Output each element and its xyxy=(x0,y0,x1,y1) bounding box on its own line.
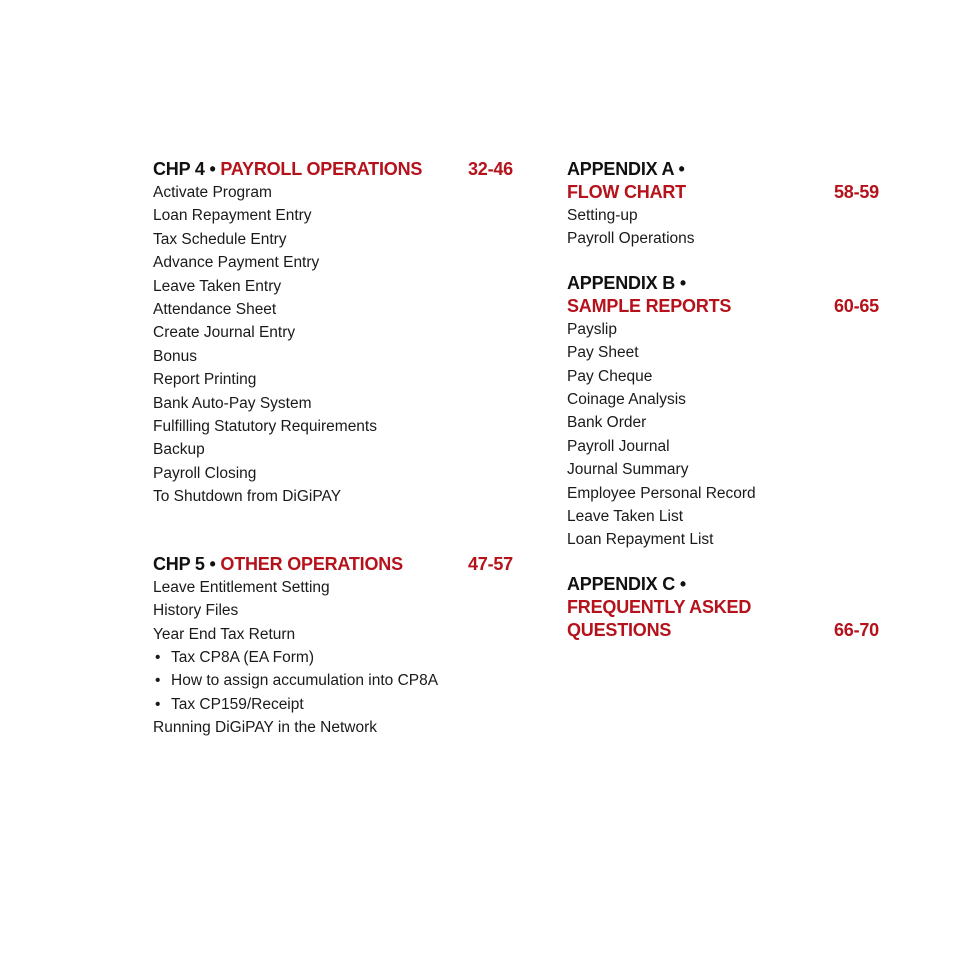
toc-item[interactable]: Coinage Analysis xyxy=(567,391,686,409)
toc-item[interactable]: Bank Auto-Pay System xyxy=(153,394,312,412)
toc-subitem[interactable]: • Tax CP8A (EA Form) xyxy=(153,646,513,669)
toc-chapter-5 xyxy=(153,553,513,740)
appendix-pages: 60-65 xyxy=(833,295,879,316)
appendix-pages: 66-70 xyxy=(833,619,879,640)
appendix-heading[interactable] xyxy=(567,573,879,642)
appendix-title: SAMPLE REPORTS xyxy=(567,295,732,316)
appendix-pages: 58-59 xyxy=(833,182,879,202)
toc-item[interactable]: Pay Sheet xyxy=(567,344,639,362)
toc-item[interactable]: Leave Taken Entry xyxy=(153,277,282,295)
toc-chapter-4 xyxy=(153,158,513,509)
appendix-item-list xyxy=(567,204,879,251)
toc-item[interactable]: Employee Personal Record xyxy=(567,484,756,502)
chapter-item-list xyxy=(153,181,513,509)
toc-subitem[interactable]: • How to assign accumulation into CP8A xyxy=(153,669,513,692)
toc-item[interactable]: Running DiGiPAY in the Network xyxy=(153,719,377,737)
toc-appendix-a xyxy=(567,158,879,251)
toc-item[interactable]: Activate Program xyxy=(153,184,272,201)
appendix-title: FREQUENTLY ASKED xyxy=(567,596,752,617)
toc-item[interactable]: To Shutdown from DiGiPAY xyxy=(153,488,342,506)
chapter-item-list xyxy=(153,576,513,740)
appendix-label: APPENDIX C • xyxy=(567,573,686,594)
chapter-number: CHP 5 • xyxy=(153,553,216,574)
toc-item[interactable]: Tax Schedule Entry xyxy=(153,230,287,248)
toc-item[interactable]: Leave Taken List xyxy=(567,508,684,526)
toc-appendix-c xyxy=(567,573,879,642)
toc-item[interactable]: Setting-up xyxy=(567,207,638,224)
chapter-heading[interactable] xyxy=(153,158,513,181)
chapter-heading[interactable] xyxy=(153,553,513,576)
appendix-label: APPENDIX B • xyxy=(567,272,686,293)
toc-item[interactable]: Bonus xyxy=(153,347,197,365)
toc-appendix-b xyxy=(567,272,879,552)
toc-item[interactable]: Advance Payment Entry xyxy=(153,254,320,272)
toc-item[interactable]: Backup xyxy=(153,441,205,459)
toc-item[interactable]: Journal Summary xyxy=(567,461,689,479)
toc-item[interactable]: Payroll Operations xyxy=(567,230,695,248)
toc-item[interactable]: Report Printing xyxy=(153,371,257,389)
chapter-title: PAYROLL OPERATIONS xyxy=(220,159,423,179)
toc-item[interactable]: Payroll Journal xyxy=(567,437,670,455)
appendix-heading[interactable] xyxy=(567,158,879,204)
toc-item[interactable]: Loan Repayment Entry xyxy=(153,207,312,225)
appendix-label: APPENDIX A • xyxy=(567,159,685,179)
chapter-pages: 47-57 xyxy=(467,553,513,574)
toc-item[interactable]: Loan Repayment List xyxy=(567,531,714,549)
toc-item[interactable]: Fulfilling Statutory Requirements xyxy=(153,418,377,436)
chapter-number: CHP 4 • xyxy=(153,159,216,179)
toc-item[interactable]: Leave Entitlement Setting xyxy=(153,578,330,596)
toc-item[interactable]: Payslip xyxy=(567,320,617,338)
appendix-title: FLOW CHART xyxy=(567,182,686,202)
appendix-item-list xyxy=(567,318,879,552)
toc-left-column xyxy=(153,158,513,740)
toc-right-column xyxy=(567,158,879,642)
appendix-title-continued: QUESTIONS xyxy=(567,619,672,640)
toc-item[interactable]: Year End Tax Return xyxy=(153,625,296,643)
toc-item[interactable]: Create Journal Entry xyxy=(153,324,296,342)
toc-item[interactable]: History Files xyxy=(153,602,239,620)
chapter-pages: 32-46 xyxy=(467,159,513,179)
toc-item[interactable]: Payroll Closing xyxy=(153,464,257,482)
toc-item[interactable]: Attendance Sheet xyxy=(153,301,277,319)
toc-item[interactable]: Pay Cheque xyxy=(567,367,653,385)
toc-item[interactable]: Bank Order xyxy=(567,414,647,432)
appendix-heading[interactable] xyxy=(567,272,879,318)
chapter-title: OTHER OPERATIONS xyxy=(220,553,403,574)
toc-subitem[interactable]: • Tax CP159/Receipt xyxy=(153,693,513,716)
